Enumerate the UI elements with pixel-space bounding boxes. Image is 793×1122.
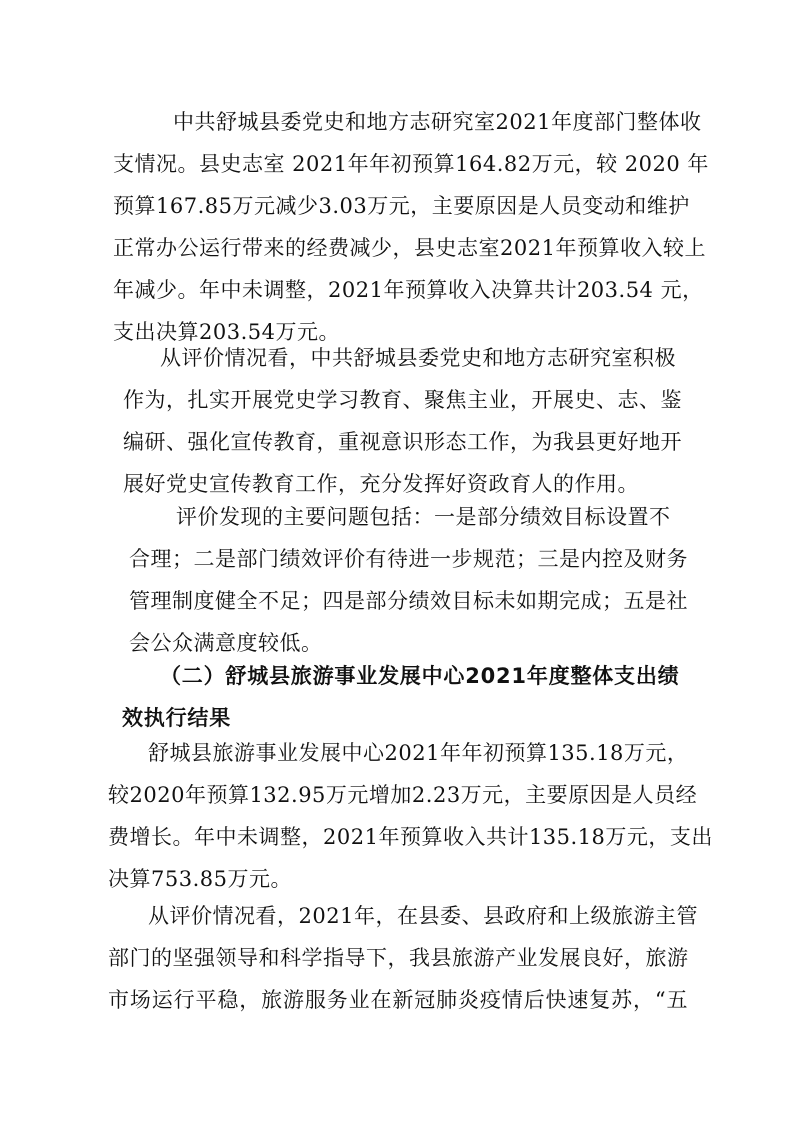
paragraph-1-line-1: 中共舒城县委党史和地方志研究室2021年度部门整体收: [173, 110, 702, 134]
paragraph-3-line-4: 会公众满意度较低。: [129, 631, 323, 655]
paragraph-5-line-2: 部门的坚强领导和科学指导下，我县旅游产业发展良好，旅游: [108, 946, 689, 970]
paragraph-2-line-2: 作为，扎实开展党史学习教育、聚焦主业，开展史、志、鉴: [123, 388, 682, 412]
paragraph-1-line-5: 年减少。年中未调整，2021年预算收入决算共计203.54 元，: [113, 278, 704, 302]
paragraph-4-line-4: 决算753.85万元。: [108, 867, 292, 891]
paragraph-4-line-1: 舒城县旅游事业发展中心2021年年初预算135.18万元，: [148, 741, 689, 765]
paragraph-5-line-3: 市场运行平稳，旅游服务业在新冠肺炎疫情后快速复苏，“五: [108, 988, 688, 1012]
paragraph-3-line-2: 合理；二是部门绩效评价有待进一步规范；三是内控及财务: [129, 547, 688, 571]
paragraph-3-line-1: 评价发现的主要问题包括：一是部分绩效目标设置不: [176, 505, 671, 529]
paragraph-4-line-2: 较2020年预算132.95万元增加2.23万元，主要原因是人员经: [108, 783, 698, 807]
paragraph-2-line-4: 展好党史宣传教育工作，充分发挥好资政育人的作用。: [123, 472, 639, 496]
section-heading-line-1: （二）舒城县旅游事业发展中心2021年度整体支出绩: [160, 664, 680, 688]
paragraph-1-line-4: 正常办公运行带来的经费减少，县史志室2021年预算收入较上: [113, 236, 706, 260]
paragraph-1-line-6: 支出决算203.54万元。: [113, 320, 340, 344]
paragraph-1-line-2: 支情况。县史志室 2021年年初预算164.82万元，较 2020 年: [113, 152, 709, 176]
paragraph-2-line-3: 编研、强化宣传教育，重视意识形态工作，为我县更好地开: [123, 430, 682, 454]
paragraph-3-line-3: 管理制度健全不足；四是部分绩效目标未如期完成；五是社: [129, 589, 688, 613]
paragraph-2-line-1: 从评价情况看，中共舒城县委党史和地方志研究室积极: [160, 346, 676, 370]
paragraph-1-line-3: 预算167.85万元减少3.03万元，主要原因是人员变动和维护: [113, 194, 690, 218]
paragraph-5-line-1: 从评价情况看，2021年，在县委、县政府和上级旅游主管: [148, 904, 698, 928]
section-heading-line-2: 效执行结果: [122, 706, 231, 730]
paragraph-4-line-3: 费增长。年中未调整，2021年预算收入共计135.18万元，支出: [108, 825, 713, 849]
